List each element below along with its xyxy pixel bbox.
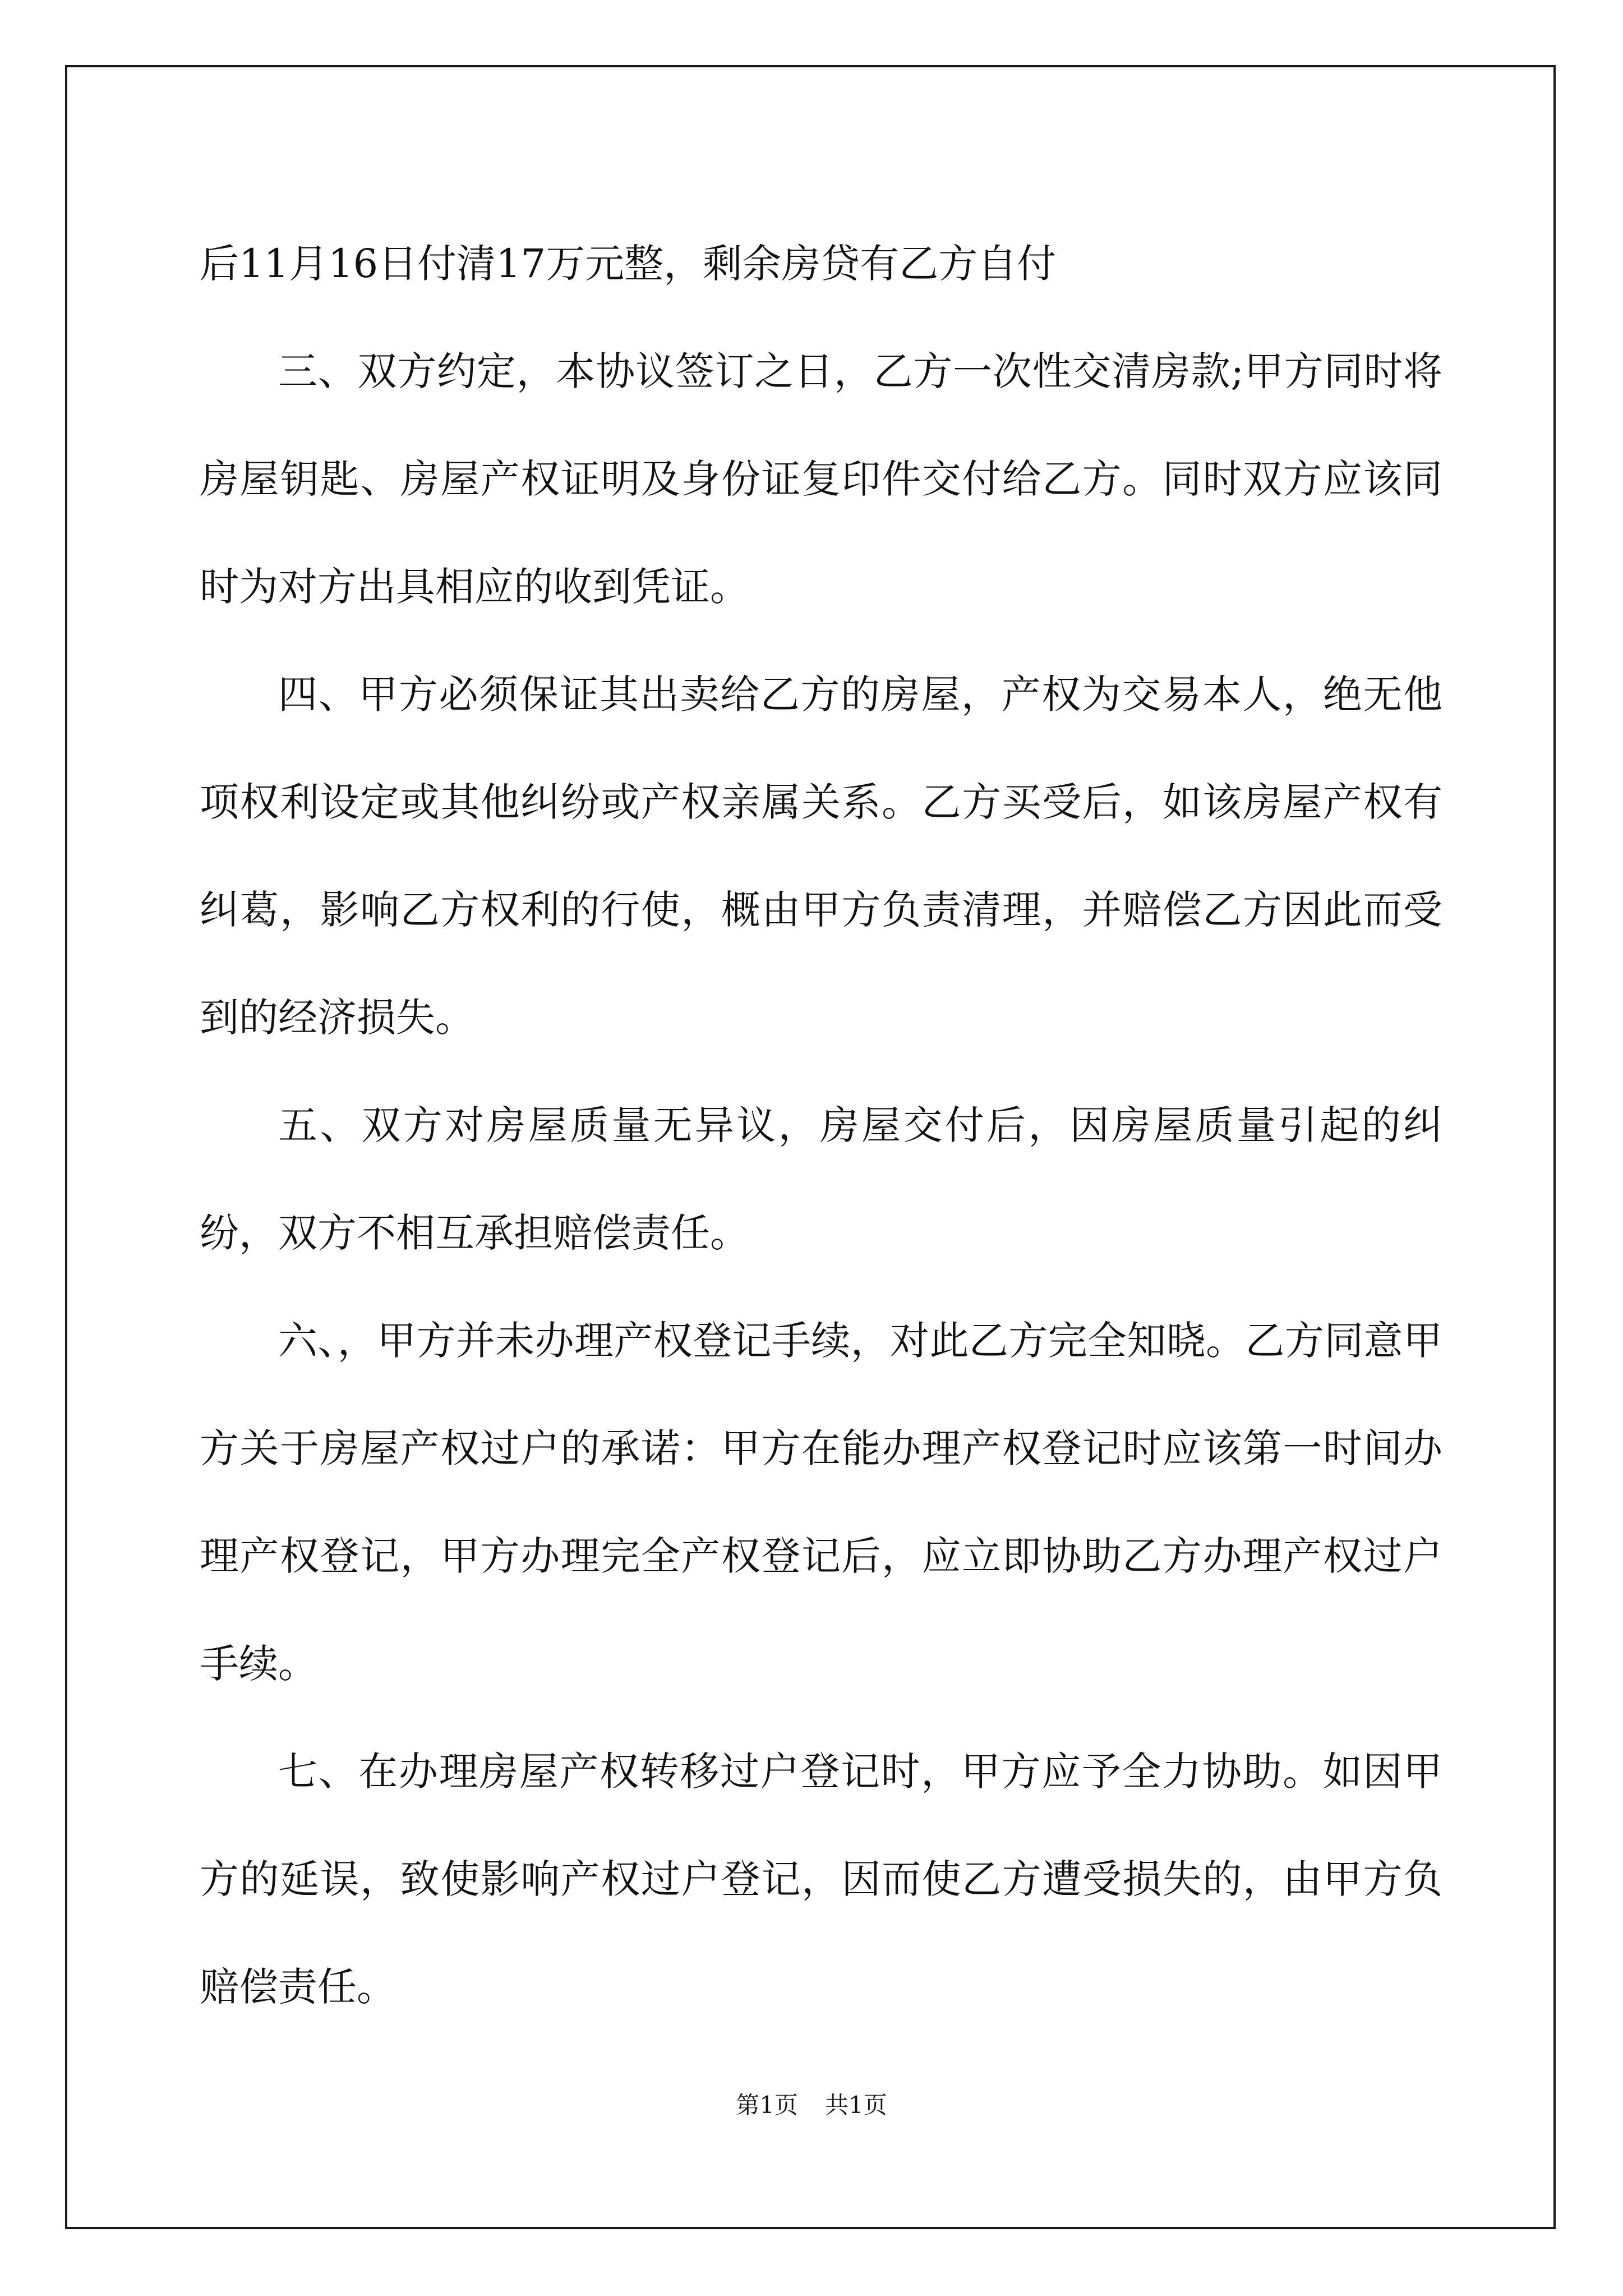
paragraph-clause-3: 三、双方约定，本协议签订之日，乙方一次性交清房款;甲方同时将房屋钥匙、房屋产权证明及身份证复印件交付给乙方。同时双方应该同时为对方出具相应的收到凭证。 bbox=[200, 348, 1442, 610]
paragraph-clause-6: 六、，甲方并未办理产权登记手续，对此乙方完全知晓。乙方同意甲方关于房屋产权过户的承诺：甲方在能办理产权登记时应该第一时间办理产权登记，甲方办理完全产权登记后，应立即协助乙方办理产权过户手续。 bbox=[200, 1318, 1442, 1687]
page-total: 共1页 bbox=[825, 2091, 887, 2119]
paragraph-clause-4: 四、甲方必须保证其出卖给乙方的房屋，产权为交易本人，绝无他项权利设定或其他纠纷或产权亲属关系。乙方买受后，如该房屋产权有纠葛，影响乙方权利的行使，概由甲方负责清理，并赔偿乙方因此而受到的经济损失。 bbox=[200, 671, 1442, 1041]
paragraph-clause-7: 七、在办理房屋产权转移过户登记时，甲方应予全力协助。如因甲方的延误，致使影响产权过户登记，因而使乙方遭受损失的，由甲方负赔偿责任。 bbox=[200, 1749, 1442, 2010]
document-body bbox=[200, 210, 1442, 2041]
paragraph-clause-5: 五、双方对房屋质量无异议，房屋交付后，因房屋质量引起的纠纷，双方不相互承担赔偿责任。 bbox=[200, 1102, 1442, 1256]
paragraph-continuation: 后11月16日付清17万元整，剩余房贷有乙方自付 bbox=[200, 241, 1057, 287]
page-number: 第1页 bbox=[736, 2091, 798, 2119]
page-footer bbox=[0, 2087, 1623, 2120]
